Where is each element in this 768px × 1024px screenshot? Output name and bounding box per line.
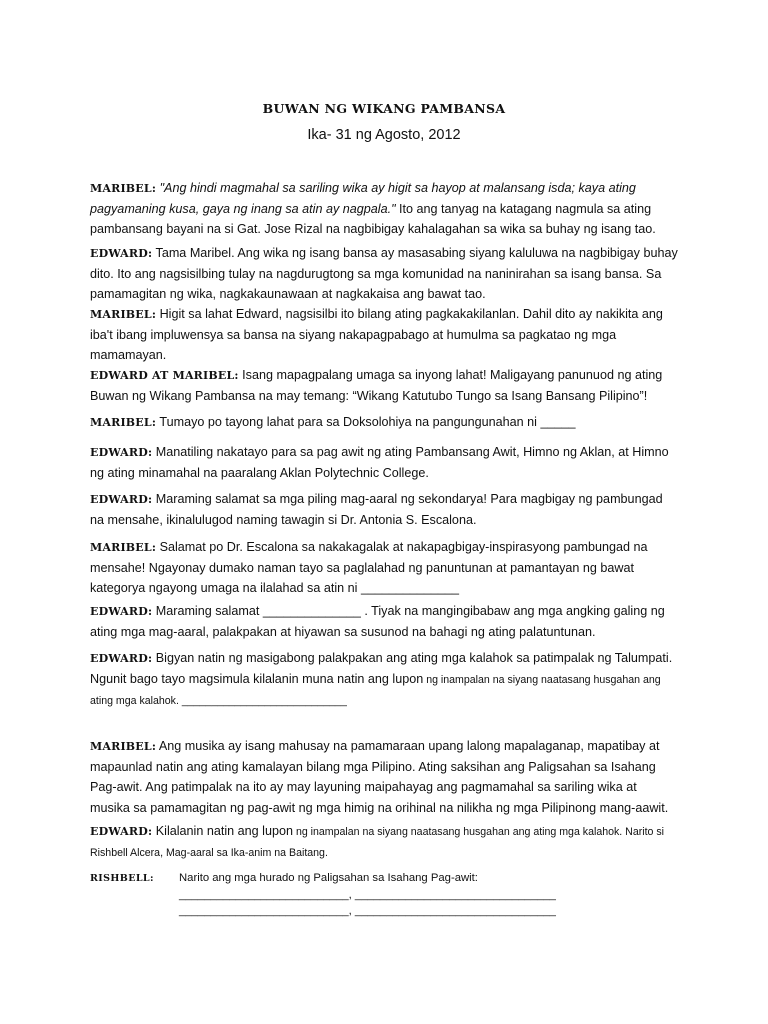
script-line-edward-4	[90, 601, 680, 642]
line-text-small: ng inampalan na siyang naatasang husgahan ang ating mga kalahok. Narito si Rishbell Alcera, Mag-aaral sa Ika-anim na Baitang.	[90, 826, 665, 860]
line-text: Maraming salamat sa mga piling mag-aaral ng sekondarya! Para magbigay ng pambungad na mensahe, ikinalulugod naming tawagin si Dr. Antonia S. Escalona.	[90, 492, 663, 528]
speaker-label: EDWARD:	[90, 825, 153, 838]
script-line-maribel-5	[90, 736, 680, 818]
document-title: BUWAN NG WIKANG PAMBANSA	[262, 101, 506, 116]
line-text: Bigyan natin ng masigabong palakpakan ang ating mga kalahok sa patimpalak ng Talumpati. Ngunit bago tayo magsimula kilalanin muna natin ang lupon	[90, 651, 673, 687]
line-text-small: ng inampalan na siyang naatasang husgahan ang ating mga kalahok. ____________________________	[90, 674, 661, 708]
script-line-edward-5	[90, 648, 680, 712]
line-text: Ang musika ay isang mahusay na pamamaraan upang lalong mapalaganap, mapatibay at mapaunlad natin ang ating kamalayan bilang mga Pilipino. Ating saksihan ang Paligsahan sa Isahang Pag-awit. Ang patimpalak na ito ay may layuning maipahayag ang pagmamahal sa sariling wika at musika sa pamamagitan ng pag-awit ng mga himig na orihinal na nilikha ng mga Pilipinong mang-aawit.	[90, 739, 669, 815]
rizal-quote: "Ang hindi magmahal sa sariling wika ay higit sa hayop at malansang isda; kaya ating pagyamaning kusa, gaya ng inang sa atin ay nagpala."	[90, 181, 636, 217]
speaker-label: MARIBEL:	[90, 182, 157, 195]
speaker-label: MARIBEL:	[90, 416, 157, 429]
speaker-label: EDWARD:	[90, 652, 153, 665]
line-text: Higit sa lahat Edward, nagsisilbi ito bilang ating pagkakakilanlan. Dahil dito ay nakikita ang iba't ibang impluwensya sa bansa na siyang nakapagpabago at humulma sa pagkatao ng mga mamamayan.	[90, 307, 663, 363]
speaker-label: EDWARD:	[90, 493, 153, 506]
speaker-label: EDWARD:	[90, 247, 153, 260]
document-date: Ika- 31 ng Agosto, 2012	[307, 127, 461, 143]
script-line-edward-2	[90, 442, 680, 483]
speaker-label: MARIBEL:	[90, 308, 157, 321]
line-text: Isang mapagpalang umaga sa inyong lahat! Maligayang panunuod ng ating Buwan ng Wikang Pambansa na may temang: “Wikang Katutubo Tungo sa Isang Bansang Pilipino”!	[90, 368, 663, 404]
script-line-maribel-2	[90, 304, 680, 366]
line-text: Salamat po Dr. Escalona sa nakakagalak at nakapagbigay-inspirasyong pambungad na mensahe! Ngayonay dumako naman tayo sa paglalahad ng panuntunan at pamantayan ng bawat kategorya ngayong umaga na ilalahad sa atin ni ______________	[90, 540, 648, 596]
script-line-maribel-4	[90, 537, 680, 599]
line-text: Tumayo po tayong lahat para sa Doksolohiya na pangungunahan ni _____	[156, 415, 576, 429]
speaker-label: MARIBEL:	[90, 541, 157, 554]
judges-blank-line-2: ___________________________, ________________________________	[179, 905, 556, 917]
line-text: Ito ang tanyag na katagang nagmula sa ating pambansang bayani na si Gat. Jose Rizal na nagbibigay kahalagahan sa wika sa buhay ng isang tao.	[90, 202, 656, 237]
line-text: Tama Maribel. Ang wika ng isang bansa ay masasabing siyang kaluluwa na nagbibigay buhay dito. Ito ang nagsisilbing tulay na nagdurugtong sa mga komunidad na naninirahan sa isang bansa. Sa pamamagitan ng wika, nagkakaunawaan at nagkakaisa ang bawat tao.	[90, 246, 678, 302]
script-line-edward-6	[90, 821, 680, 863]
judges-list	[179, 870, 599, 920]
speaker-label-rishbell: RISHBELL:	[90, 873, 154, 884]
line-text: Kilalanin natin ang lupon	[152, 824, 293, 838]
judges-blank-line-1: ___________________________, ________________________________	[179, 888, 556, 901]
speaker-label: EDWARD:	[90, 446, 153, 459]
speaker-label: EDWARD AT MARIBEL:	[90, 369, 239, 382]
script-line-maribel-3	[90, 412, 680, 433]
line-text: Maraming salamat ______________ . Tiyak na mangingibabaw ang mga angking galing ng ating mga mag-aaral, palakpakan at hiyawan sa susunod na bahagi ng ating palatuntunan.	[90, 604, 665, 640]
script-line-both	[90, 365, 680, 406]
line-text: Manatiling nakatayo para sa pag awit ng ating Pambansang Awit, Himno ng Aklan, at Himno ng ating minamahal na paaralang Aklan Polytechnic College.	[90, 445, 669, 481]
speaker-label: MARIBEL:	[90, 740, 157, 753]
script-line-edward-3	[90, 489, 680, 530]
script-line-maribel-1	[90, 178, 680, 240]
judges-intro: Narito ang mga hurado ng Paligsahan sa Isahang Pag-awit:	[179, 872, 478, 884]
speaker-label: EDWARD:	[90, 605, 153, 618]
script-line-edward-1	[90, 243, 680, 305]
